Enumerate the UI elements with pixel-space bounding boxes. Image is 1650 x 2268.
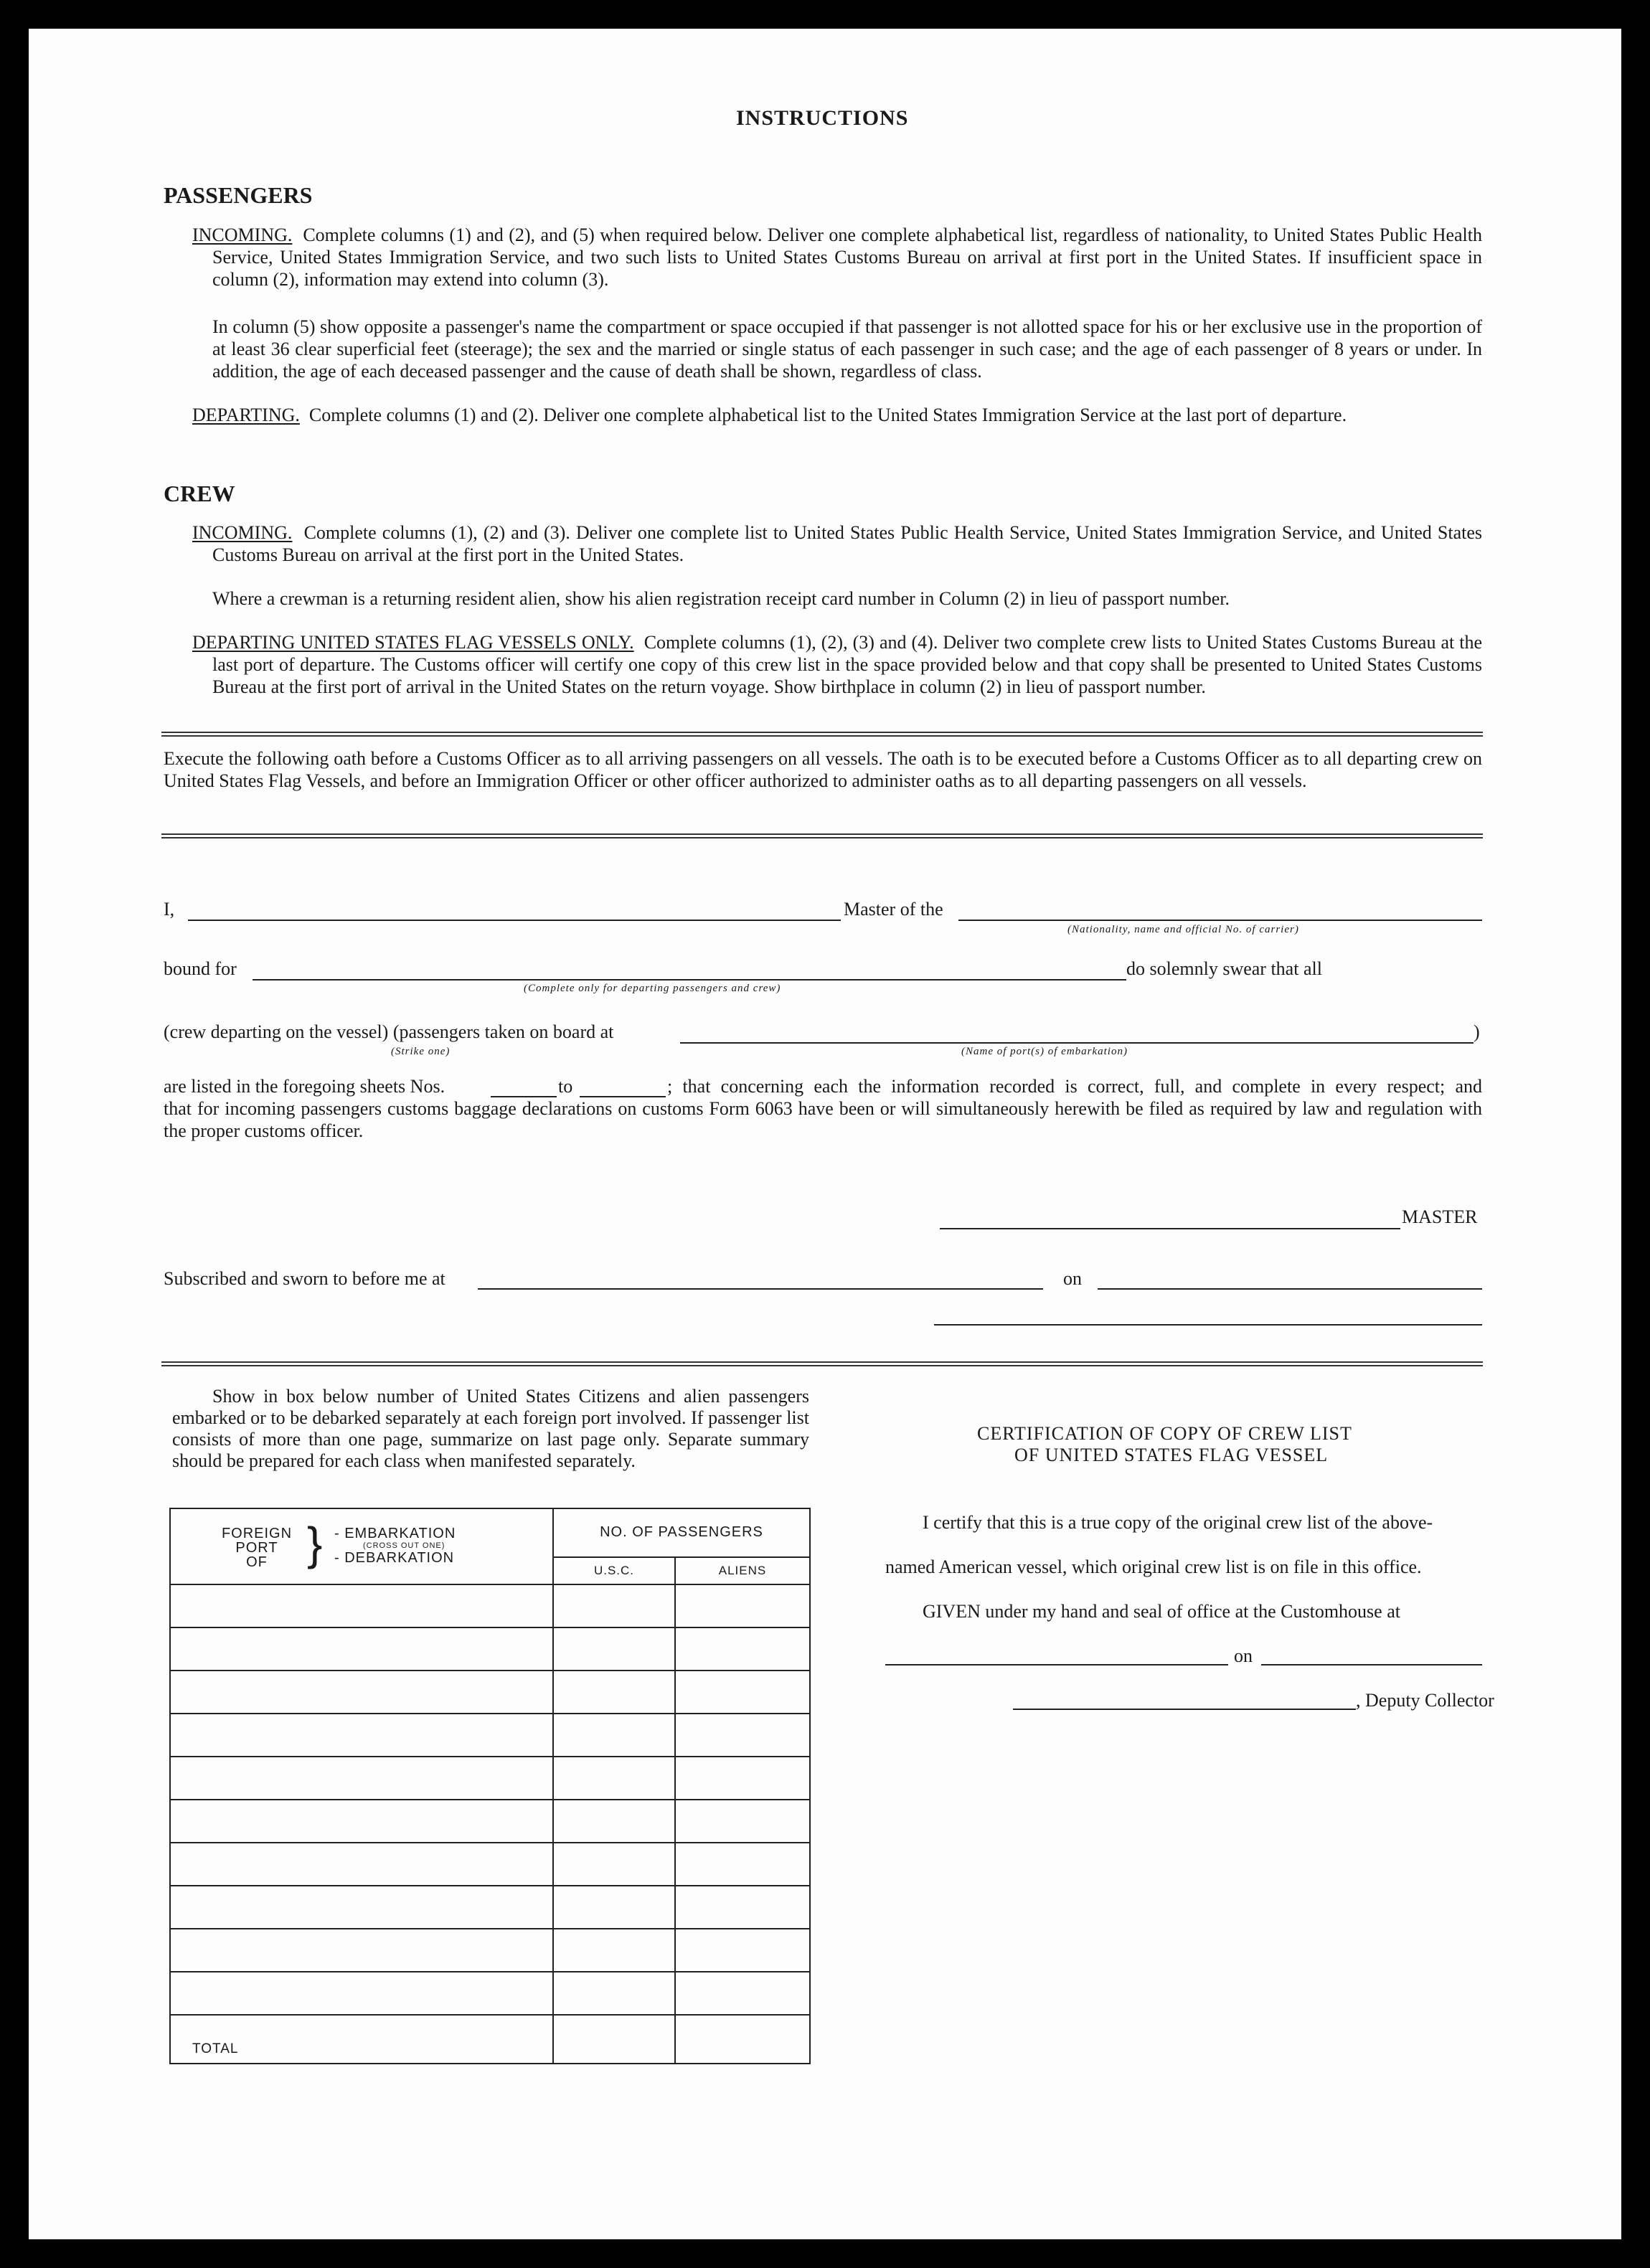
- table-row: [170, 1757, 810, 1800]
- deputy-signature-field[interactable]: [1013, 1709, 1356, 1710]
- crew-heading: CREW: [164, 481, 235, 506]
- master-label: MASTER: [1402, 1206, 1478, 1227]
- passengers-departing-text: Complete columns (1) and (2). Deliver one complete alphabetical list to the United States Immigration Service at the last port of departure.: [308, 405, 1347, 425]
- port-cell[interactable]: [170, 1800, 553, 1843]
- close-paren: ): [1474, 1021, 1480, 1042]
- double-rule-1: [161, 732, 1483, 737]
- table-row: [170, 1800, 810, 1843]
- table-row: [170, 1671, 810, 1714]
- cross-out-note: (CROSS OUT ONE): [363, 1541, 446, 1550]
- usc-cell[interactable]: [553, 1929, 675, 1972]
- listed-to: to: [558, 1076, 573, 1097]
- departing-caption: (Complete only for departing passengers and crew): [524, 983, 781, 994]
- table-row: [170, 1886, 810, 1929]
- crew-incoming-text: Complete columns (1), (2) and (3). Deliver one complete list to United States Public Health Service, United States Immigration Service, and United States Customs Bureau on arrival at the first port in the United States.: [212, 522, 1483, 565]
- total-usc-cell[interactable]: [553, 2015, 675, 2064]
- usc-cell[interactable]: [553, 1886, 675, 1929]
- double-rule-3: [161, 1361, 1483, 1366]
- usc-cell[interactable]: [553, 1757, 675, 1800]
- usc-cell[interactable]: [553, 1714, 675, 1757]
- port-cell[interactable]: [170, 1886, 553, 1929]
- table-row: [170, 1714, 810, 1757]
- passengers-heading: PASSENGERS: [164, 182, 313, 208]
- passengers-column5: In column (5) show opposite a passenger's name the compartment or space occupied if that passenger is not allotted space for his or her exclusive use in the proportion of at least 36 clear superficial feet (steerage); the sex and the married or single status of each passenger in such case; and the age of each passenger of 8 years or under. In addition, the age of each deceased passenger and the cause of death shall be shown, regardless of class.: [212, 316, 1482, 382]
- certification-line-3: GIVEN under my hand and seal of office at the Customhouse at: [923, 1601, 1400, 1622]
- passengers-incoming: [192, 224, 1482, 290]
- listed-line2: that for incoming passengers customs baggage declarations on customs Form 6063 have been or will simultaneously herewith be filed as required by law and regulation with the proper customs officer.: [164, 1098, 1482, 1141]
- no-passengers-header: NO. OF PASSENGERS: [553, 1508, 810, 1557]
- crew-departing-text: Complete columns (1), (2), (3) and (4). Deliver two complete crew lists to United States Customs Bureau at the last port of departure. The Customs officer will certify one copy of this crew list in the space provided below and that copy shall be presented to United States Customs Bureau at the first port of arrival in the United States on the return voyage. Show birthplace in column (2) in lieu of passport number.: [212, 632, 1483, 697]
- subscribed-label: Subscribed and sworn to before me at: [164, 1268, 446, 1289]
- aliens-cell[interactable]: [675, 1584, 810, 1627]
- certification-title-1: CERTIFICATION OF COPY OF CREW LIST: [977, 1423, 1352, 1444]
- of-label: OF: [246, 1554, 268, 1570]
- form-page: [29, 29, 1621, 2239]
- certification-title-2: OF UNITED STATES FLAG VESSEL: [1014, 1445, 1329, 1465]
- usc-cell[interactable]: [553, 1627, 675, 1671]
- customhouse-field[interactable]: [885, 1664, 1228, 1665]
- carrier-field[interactable]: [958, 920, 1482, 921]
- table-row: [170, 1972, 810, 2015]
- passengers-departing-label: DEPARTING.: [192, 405, 300, 425]
- master-signature-field[interactable]: [940, 1228, 1400, 1229]
- crew-departing: [192, 631, 1483, 698]
- page-title: INSTRUCTIONS: [736, 106, 909, 130]
- double-rule-2: [161, 833, 1483, 838]
- total-row: [170, 2015, 810, 2064]
- table-row: [170, 1843, 810, 1886]
- master-name-field[interactable]: [188, 920, 841, 921]
- master-of-label: Master of the: [844, 899, 943, 920]
- certification-on: on: [1234, 1645, 1253, 1666]
- crew-incoming-label: INCOMING.: [192, 522, 293, 543]
- aliens-cell[interactable]: [675, 1757, 810, 1800]
- passengers-departing: [192, 404, 1482, 426]
- usc-cell[interactable]: [553, 1972, 675, 2015]
- passengers-incoming-label: INCOMING.: [192, 225, 293, 245]
- embarkation-option[interactable]: - EMBARKATION: [334, 1526, 456, 1541]
- port-cell[interactable]: [170, 1929, 553, 1972]
- crew-incoming: [192, 521, 1483, 566]
- crew-resident: Where a crewman is a returning resident alien, show his alien registration receipt card number in Column (2) in lieu of passport number.: [212, 588, 1230, 609]
- crew-departing-label: DEPARTING UNITED STATES FLAG VESSELS ONLY.: [192, 632, 634, 653]
- officer-signature-field[interactable]: [934, 1324, 1482, 1326]
- certification-line-1: I certify that this is a true copy of the original crew list of the above-: [923, 1512, 1433, 1533]
- aliens-cell[interactable]: [675, 1714, 810, 1757]
- certification-date-field[interactable]: [1261, 1664, 1482, 1665]
- sworn-on-label: on: [1063, 1268, 1082, 1289]
- bound-for-field[interactable]: [253, 979, 1126, 981]
- usc-header: U.S.C.: [553, 1557, 675, 1584]
- swear-label: do solemnly swear that all: [1126, 958, 1322, 979]
- summary-instructions: Show in box below number of United States Citizens and alien passengers embarked or to be debarked separately at each foreign port involved. If passenger list consists of more than one page, summarize on last page only. Separate summary should be prepared for each class when manifested separately.: [172, 1386, 809, 1471]
- carrier-caption: (Nationality, name and official No. of carrier): [1067, 924, 1299, 935]
- aliens-cell[interactable]: [675, 1800, 810, 1843]
- table-header-row: [170, 1508, 810, 1557]
- oath-i-label: I,: [164, 899, 175, 920]
- port-cell[interactable]: [170, 1843, 553, 1886]
- listed-suffix: ; that concerning each the information recorded is correct, full, and complete in every respect; and: [667, 1076, 1482, 1097]
- total-label: TOTAL: [170, 2015, 553, 2064]
- total-aliens-cell[interactable]: [675, 2015, 810, 2064]
- port-header-cell: [170, 1508, 553, 1584]
- aliens-cell[interactable]: [675, 1972, 810, 2015]
- table-row: [170, 1584, 810, 1627]
- sworn-place-field[interactable]: [478, 1288, 1043, 1290]
- passengers-incoming-text: Complete columns (1) and (2), and (5) when required below. Deliver one complete alphabetical list, regardless of nationality, to United States Public Health Service, United States Immigration Service, and two such lists to United States Customs Bureau on arrival at first port in the United States. If insufficient space in column (2), information may extend into column (3).: [212, 225, 1482, 290]
- port-cell[interactable]: [170, 1714, 553, 1757]
- port-cell[interactable]: [170, 1584, 553, 1627]
- usc-cell[interactable]: [553, 1671, 675, 1714]
- strike-one-caption: (Strike one): [391, 1046, 451, 1057]
- debarkation-option[interactable]: - DEBARKATION: [334, 1550, 455, 1566]
- port-cell[interactable]: [170, 1972, 553, 2015]
- certification-line-2: named American vessel, which original crew list is on file in this office.: [885, 1556, 1422, 1577]
- usc-cell[interactable]: [553, 1800, 675, 1843]
- aliens-header: ALIENS: [675, 1557, 810, 1584]
- bound-for-label: bound for: [164, 958, 237, 979]
- port-label: PORT: [235, 1540, 278, 1556]
- passenger-summary-table: [169, 1508, 811, 2064]
- brace-icon: }: [307, 1518, 323, 1569]
- port-cell[interactable]: [170, 1671, 553, 1714]
- crew-departing-label: (crew departing on the vessel) (passengers taken on board at: [164, 1021, 614, 1042]
- aliens-cell[interactable]: [675, 1671, 810, 1714]
- ports-caption: (Name of port(s) of embarkation): [961, 1046, 1128, 1057]
- usc-cell[interactable]: [553, 1843, 675, 1886]
- table-row: [170, 1627, 810, 1671]
- port-cell[interactable]: [170, 1627, 553, 1671]
- aliens-cell[interactable]: [675, 1627, 810, 1671]
- foreign-label: FOREIGN: [221, 1526, 293, 1541]
- oath-intro: Execute the following oath before a Customs Officer as to all arriving passengers on all vessels. The oath is to be executed before a Customs Officer as to all departing crew on United States Flag Vessels, and before an Immigration Officer or other officer authorized to administer oaths as to all departing passengers on all vessels.: [164, 748, 1482, 791]
- aliens-cell[interactable]: [675, 1843, 810, 1886]
- listed-prefix: are listed in the foregoing sheets Nos.: [164, 1076, 446, 1097]
- embarkation-ports-field[interactable]: [680, 1042, 1474, 1044]
- deputy-collector-label: , Deputy Collector: [1356, 1690, 1494, 1711]
- port-cell[interactable]: [170, 1757, 553, 1800]
- table-row: [170, 1929, 810, 1972]
- sworn-date-field[interactable]: [1098, 1288, 1482, 1290]
- aliens-cell[interactable]: [675, 1886, 810, 1929]
- usc-cell[interactable]: [553, 1584, 675, 1627]
- aliens-cell[interactable]: [675, 1929, 810, 1972]
